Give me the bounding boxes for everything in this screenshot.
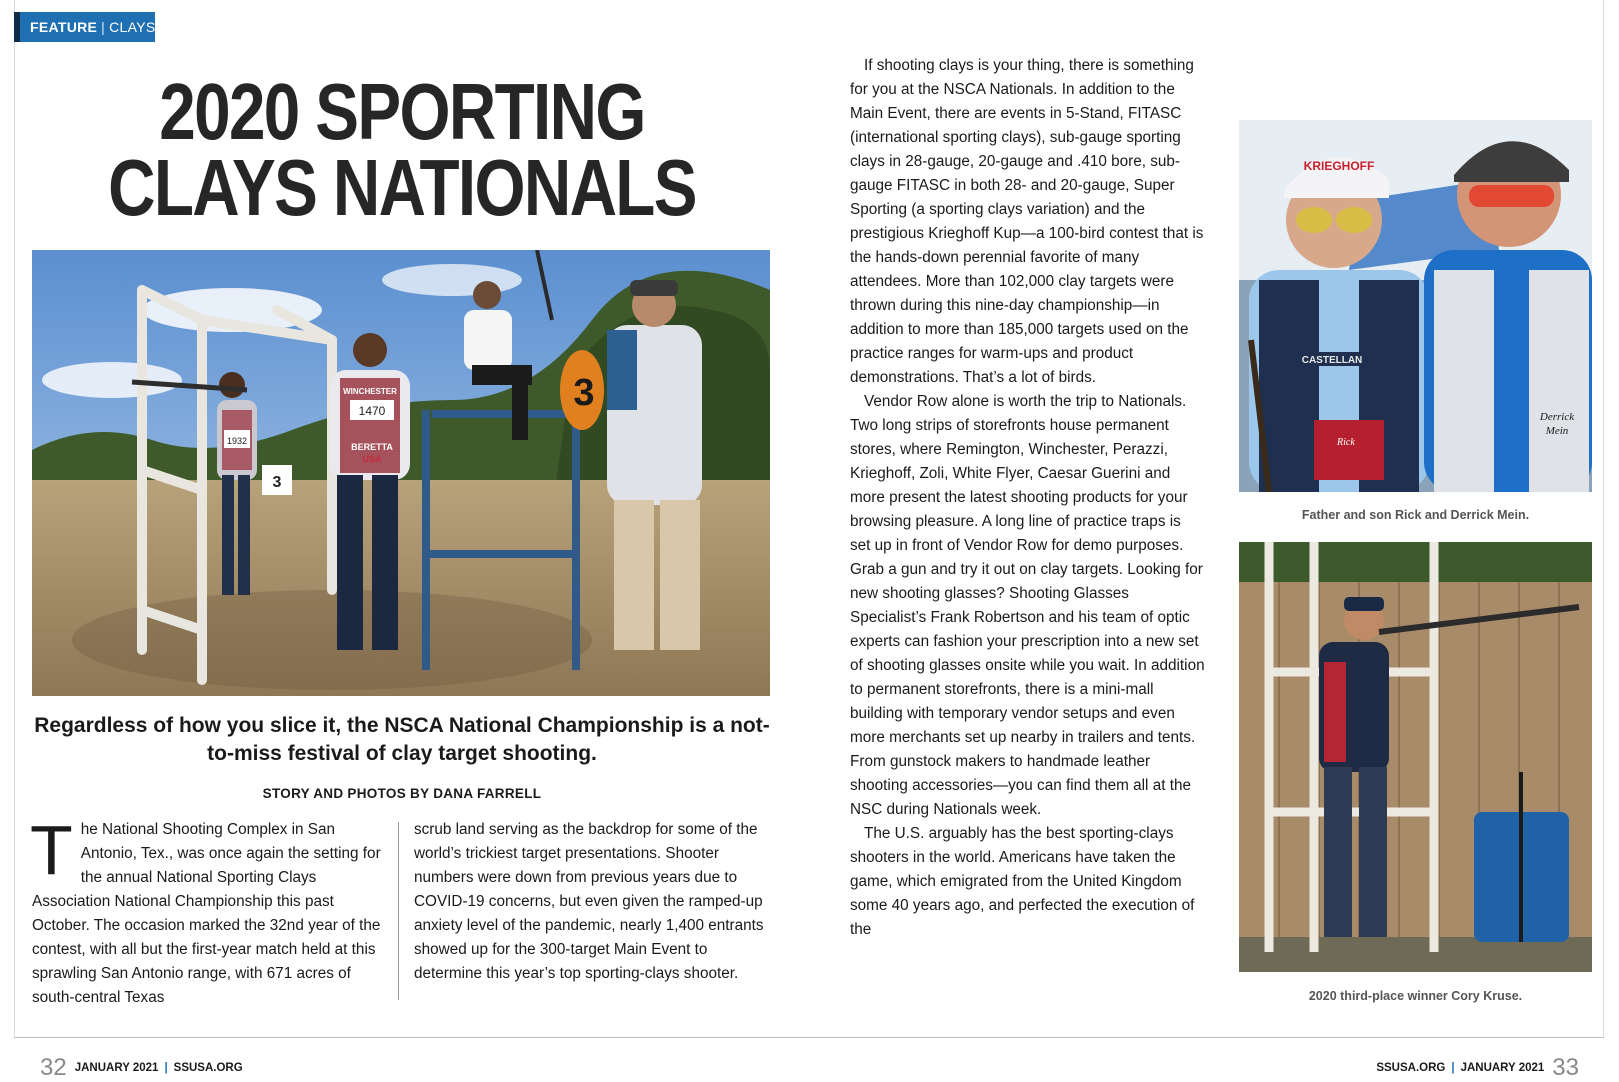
headline <box>99 67 706 232</box>
body-col3-para-3: The U.S. arguably has the best sporting-clays shooters in the world. Americans have taken the game, which emigrated from the United Kingdom some 40 years ago, and perfected the execution of the <box>850 825 1195 938</box>
bib-3: 3 <box>272 474 282 491</box>
footer-left-date: JANUARY 2021 <box>74 1062 159 1074</box>
station-number: 3 <box>573 372 595 414</box>
footer-right-date: JANUARY 2021 <box>1460 1062 1545 1074</box>
photo-cory-kruse <box>1239 542 1592 972</box>
body-column-2 <box>414 818 770 986</box>
caption-cory-kruse: 2020 third-place winner Cory Kruse. <box>1308 989 1523 1003</box>
bib-2: 1470 <box>358 404 386 418</box>
headline-line-1: 2020 SPORTING <box>159 67 645 156</box>
body-column-3 <box>850 54 1205 942</box>
page-number-left: 32 <box>40 1054 67 1081</box>
photo-father-son <box>1239 120 1592 492</box>
body-col3-para-2: Vendor Row alone is worth the trip to Nationals. Two long strips of storefronts house permanent stores, where Remington, Winchester, Perazzi, Krieghoff, Zoli, White Flyer, Caesar Guerini and more present the latest shooting products for your browsing pleasure. A long line of practice traps is set up in front of Vendor Row for demo purposes. Grab a gun and try it out on clay targets. Looking for new shooting glasses? Shooting Glasses Specialist’s Frank Robertson and his team of optic experts can fashion your prescription into a new set of shooting glasses onsite while you wait. In addition to permanent storefronts, there is a mini-mall building with temporary vendor setups and even more merchants set up nearby in trailers and tents. From gunstock makers to handmade leather shooting accessories—you can find them all at the NSC during Nationals week. <box>850 393 1205 818</box>
caption-father-son: Father and son Rick and Derrick Mein. <box>1301 508 1530 522</box>
patch-name: Rick <box>1337 437 1355 448</box>
vest-name-2: Mein <box>1545 425 1569 437</box>
footer-left: 32 JANUARY 2021 | SSUSA.ORG <box>40 1054 243 1081</box>
section-tag: FEATURE | CLAYS <box>14 12 155 42</box>
vest-left-label: CASTELLAN <box>1301 355 1363 366</box>
page-number-right: 33 <box>1552 1054 1579 1081</box>
headline-line-2: CLAYS NATIONALS <box>108 143 696 232</box>
bib-1: 1932 <box>226 436 248 446</box>
body-column-1 <box>30 811 387 1010</box>
byline: STORY AND PHOTOS BY DANA FARRELL <box>262 786 542 801</box>
section-tag-sub: CLAYS <box>109 19 156 35</box>
section-tag-label: FEATURE <box>30 19 98 35</box>
body-col2-text: scrub land serving as the backdrop for some of the world’s trickiest target presentations. Shooter numbers were down from previous years due to COVID-19 concerns, but even given the ramped-up anxiety level of the pandemic, nearly 1,400 entrants showed up for the 300-target Main Event to determine this year’s top sporting-clays shooter. <box>414 821 764 982</box>
vest-brand-3: USA <box>362 454 382 464</box>
vest-brand-2: BERETTA <box>351 442 393 452</box>
drop-cap: T <box>30 811 73 889</box>
body-col3-para-1: If shooting clays is your thing, there is something for you at the NSCA Nationals. In addition to the Main Event, there are events in 5-Stand, FITASC (international sporting clays), sub-gauge sporting clays in 28-gauge, 20-gauge and .410 bore, sub-gauge FITASC in both 28- and 20-gauge, Super Sporting (a sporting clays variation) and the prestigious Krieghoff Kup—a 100-bird contest that is the hands-down perennial favorite of many attendees. More than 102,000 clay targets were thrown during this nine-day championship—in addition to more than 185,000 targets used on the practice ranges for warm-ups and product demonstrations. That’s a lot of birds. <box>850 57 1204 386</box>
footer-right-site[interactable]: SSUSA.ORG <box>1376 1062 1446 1074</box>
body-col1-text: he National Shooting Complex in San Antonio, Tex., was once again the setting for the annual National Sporting Clays Association National Championship this past October. The occasion marked the 32nd year of the contest, with all but the first-year match held at this sprawling San Antonio range, with 671 acres of south-central Texas <box>32 821 381 1006</box>
cap-brand: KRIEGHOFF <box>1303 159 1375 173</box>
vest-name-1: Derrick <box>1539 411 1575 423</box>
footer-left-site[interactable]: SSUSA.ORG <box>173 1062 243 1074</box>
main-photo <box>32 250 770 696</box>
dek: Regardless of how you slice it, the NSCA National Championship is a not-to-miss festival of clay target shooting. <box>34 714 770 765</box>
column-rule <box>398 822 399 1000</box>
footer-right: SSUSA.ORG | JANUARY 2021 33 <box>1376 1054 1579 1081</box>
vest-brand-1: WINCHESTER <box>343 387 397 396</box>
